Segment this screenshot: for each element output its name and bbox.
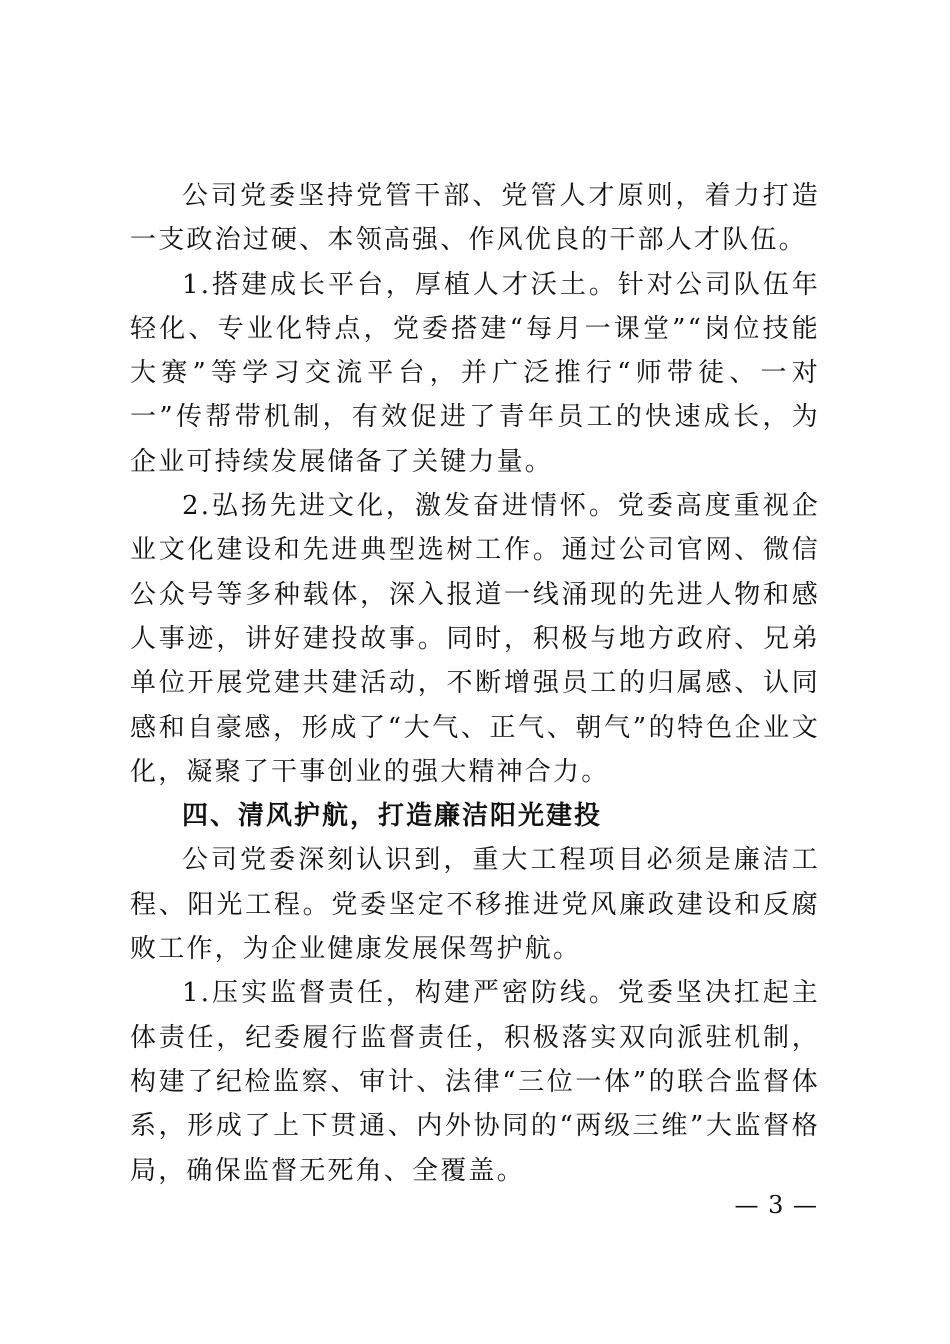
document-body — [130, 174, 820, 1193]
paragraph-intro: 公司党委坚持党管干部、党管人才原则，着力打造一支政治过硬、本领高强、作风优良的干部人才队伍。 — [130, 181, 820, 256]
paragraph-integrity-intro: 公司党委深刻认识到，重大工程项目必须是廉洁工程、阳光工程。党委坚定不移推进党风廉政建设和反腐败工作，为企业健康发展保驾护航。 — [130, 845, 820, 965]
paragraph-supervision: 1.压实监督责任，构建严密防线。党委坚决扛起主体责任，纪委履行监督责任，积极落实双向派驻机制，构建了纪检监察、审计、法律“三位一体”的联合监督体系，形成了上下贯通、内外协同的“两级三维”大监督格局，确保监督无死角、全覆盖。 — [130, 978, 820, 1186]
paragraph-growth-platform: 1.搭建成长平台，厚植人才沃土。针对公司队伍年轻化、专业化特点，党委搭建“每月一课堂”“岗位技能大赛”等学习交流平台，并广泛推行“师带徒、一对一”传帮带机制，有效促进了青年员工的快速成长，为企业可持续发展储备了关键力量。 — [130, 269, 820, 477]
paragraph-advanced-culture: 2.弘扬先进文化，激发奋进情怀。党委高度重视企业文化建设和先进典型选树工作。通过公司官网、微信公众号等多种载体，深入报道一线涌现的先进人物和感人事迹，讲好建投故事。同时，积极与地方政府、兄弟单位开展党建共建活动，不断增强员工的归属感、认同感和自豪感，形成了“大气、正气、朝气”的特色企业文化，凝聚了干事创业的强大精神合力。 — [130, 491, 820, 787]
section-heading: 四、清风护航，打造廉洁阳光建投 — [182, 801, 603, 832]
page-number: — 3 — — [734, 1191, 818, 1219]
